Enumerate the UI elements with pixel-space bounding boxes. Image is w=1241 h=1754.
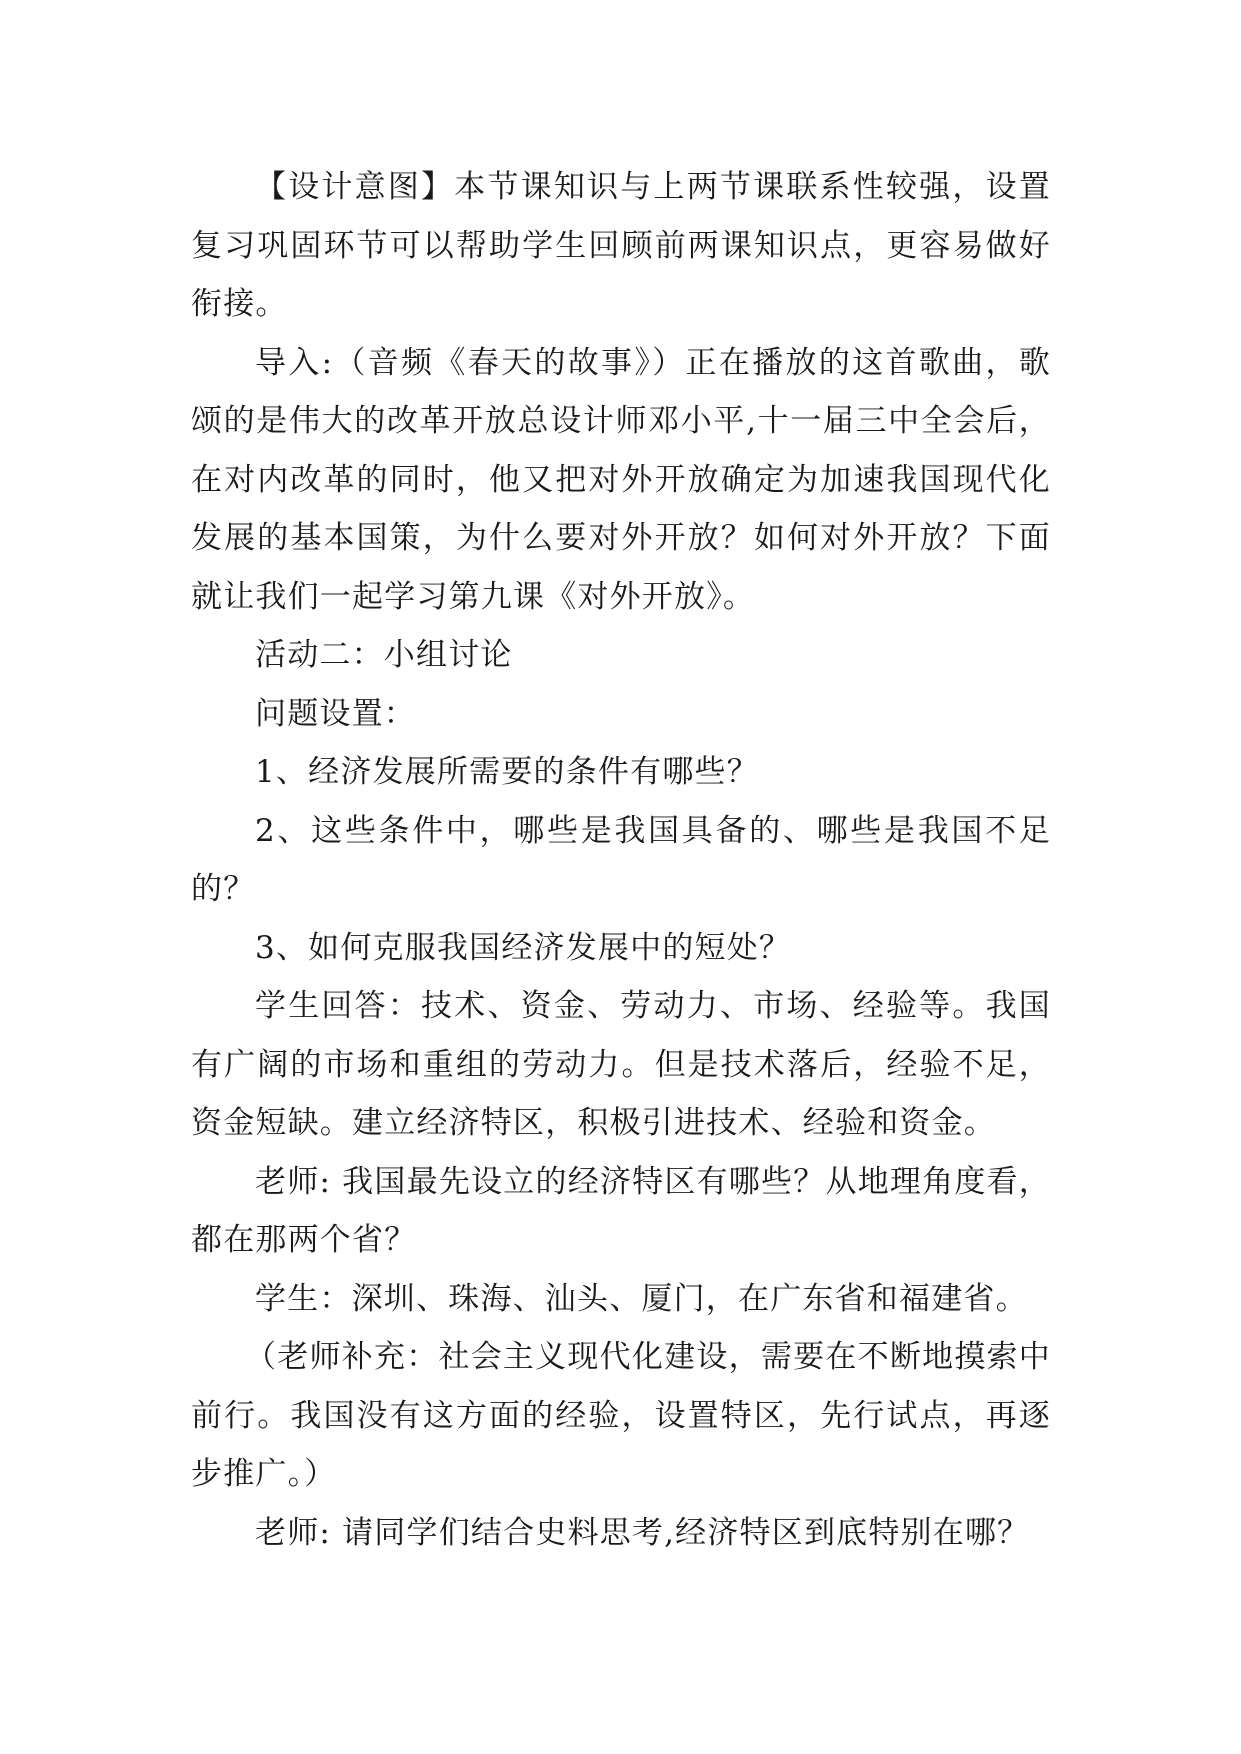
paragraph-introduction: 导入:（音频《春天的故事》）正在播放的这首歌曲，歌颂的是伟大的改革开放总设计师邓小平,十一届三中全会后，在对内改革的同时，他又把对外开放确定为加速我国现代化发展的基本国策，为什么要对外开放？如何对外开放？下面就让我们一起学习第九课《对外开放》。	[191, 344, 1051, 615]
paragraph-design-intent: 【设计意图】本节课知识与上两节课联系性较强，设置复习巩固环节可以帮助学生回顾前两课知识点，更容易做好衔接。	[191, 169, 1051, 322]
paragraph-question-1: 1、经济发展所需要的条件有哪些？	[255, 754, 759, 790]
paragraph-question-2: 2、这些条件中，哪些是我国具备的、哪些是我国不足的？	[191, 812, 1051, 907]
paragraph-student-answer: 学生回答：技术、资金、劳动力、市场、经验等。我国有广阔的市场和重组的劳动力。但是技术落后，经验不足，资金短缺。建立经济特区，积极引进技术、经验和资金。	[191, 988, 1051, 1141]
paragraph-teacher-question: 老师: 我国最先设立的经济特区有哪些？从地理角度看，都在那两个省？	[191, 1163, 1051, 1258]
paragraph-question-3: 3、如何克服我国经济发展中的短处？	[255, 929, 792, 966]
paragraph-teacher-supplement: （老师补充：社会主义现代化建设，需要在不断地摸索中前行。我国没有这方面的经验，设置特区，先行试点，再逐步推广。）	[191, 1339, 1051, 1492]
paragraph-teacher-prompt: 老师: 请同学们结合史料思考,经济特区到底特别在哪？	[255, 1514, 1030, 1551]
paragraph-question-heading: 问题设置：	[255, 695, 416, 732]
paragraph-activity-heading: 活动二：小组讨论	[255, 637, 513, 673]
paragraph-student-reply: 学生：深圳、珠海、汕头、厦门，在广东省和福建省。	[255, 1280, 1028, 1317]
document-body	[191, 158, 1051, 1562]
